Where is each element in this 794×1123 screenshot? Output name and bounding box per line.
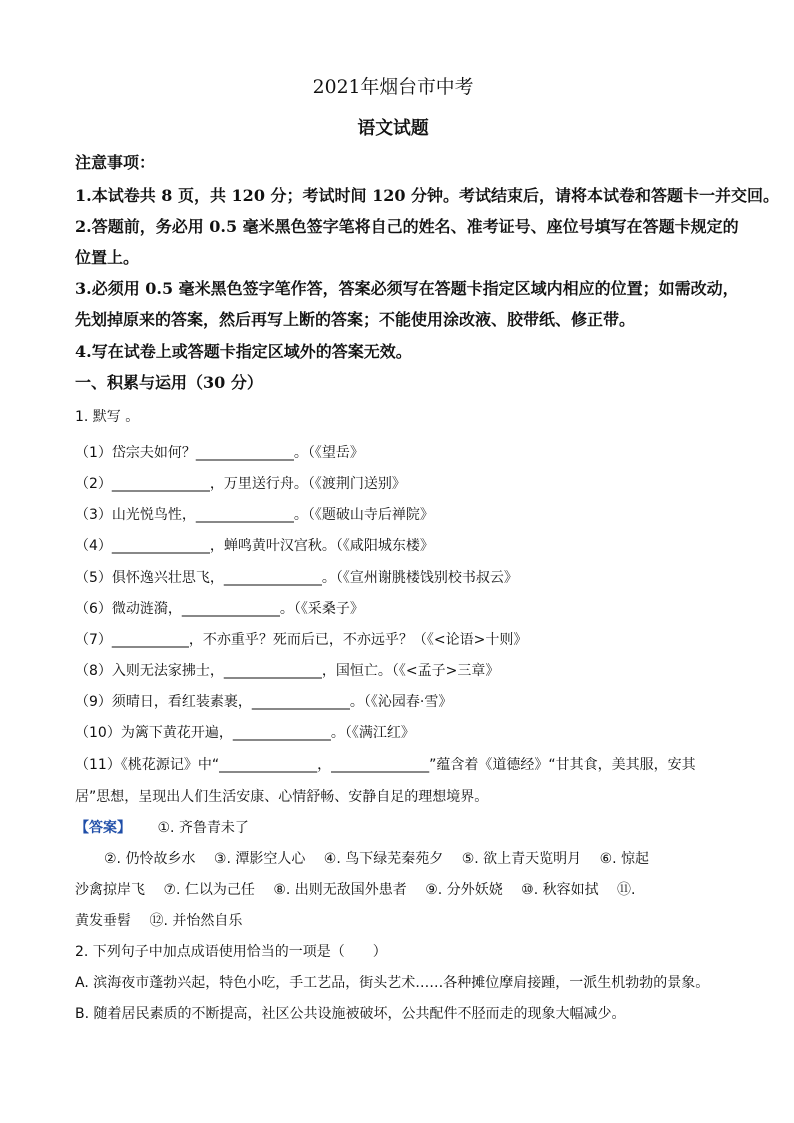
q1-item-10: （10）为篱下黄花开遍，______________。（《满江红》 xyxy=(75,725,415,741)
page-subtitle: 语文试题 xyxy=(357,118,429,139)
q1-item-2: （2）______________，万里送行舟。（《渡荆门送别》 xyxy=(75,476,406,492)
q1-item-1: （1）岱宗夫如何？______________。（《望岳》 xyxy=(75,445,364,461)
q1-item-8: （8）入则无法家拂士，______________，国恒亡。（《<孟子>三章》 xyxy=(75,663,500,679)
notice-line-2: 2.答题前，务必用 0.5 毫米黑色签字笔将自己的姓名、准考证号、座位号填写在答题卡规定的 xyxy=(75,217,739,236)
answer-row-1 xyxy=(75,817,249,837)
q1-item-4: （4）______________，蝉鸣黄叶汉宫秋。（《咸阳城东楼》 xyxy=(75,538,434,554)
q1-item-11-line-2: 居”思想，呈现出人们生活安康、心情舒畅、安静自足的理想境界。 xyxy=(75,789,489,805)
answer-text-1: ①. 齐鲁青未了 xyxy=(157,820,249,836)
question-1-label: 1. 默写 。 xyxy=(75,409,140,425)
notice-line-1: 1.本试卷共 8 页，共 120 分；考试时间 120 分钟。考试结束后，请将本试卷和答题卡一并交回。 xyxy=(75,186,780,205)
page-title: 2021年烟台市中考 xyxy=(312,76,474,98)
answer-row-2: ②. 仍怜故乡水 ③. 潭影空人心 ④. 鸟下绿芜秦苑夕 ⑤. 欲上青天览明月 ⑥. 惊起 xyxy=(104,851,650,867)
notice-line-6: 4.写在试卷上或答题卡指定区域外的答案无效。 xyxy=(75,342,412,361)
q1-item-9: （9）须晴日，看红装素裹，______________。（《沁园春·雪》 xyxy=(75,694,453,710)
section-heading: 一、积累与运用（30 分） xyxy=(75,373,263,392)
q1-item-7: （7）___________，不亦重乎？死而后已，不亦远乎？（《<论语>十则》 xyxy=(75,632,528,648)
notice-line-5: 先划掉原来的答案，然后再写上断的答案；不能使用涂改液、胶带纸、修正带。 xyxy=(75,310,636,329)
q1-item-6: （6）微动涟漪，______________。（《采桑子》 xyxy=(75,601,364,617)
q1-item-5: （5）俱怀逸兴壮思飞，______________。（《宣州谢朓楼饯别校书叔云》 xyxy=(75,570,518,586)
notice-line-4: 3.必须用 0.5 毫米黑色签字笔作答，答案必须写在答题卡指定区域内相应的位置；如需改动， xyxy=(75,279,739,298)
q1-item-11-line-1: （11）《桃花源记》中“______________，______________”蕴含着《道德经》“甘其食，美其服，安其 xyxy=(75,757,696,773)
question-2-option-b: B. 随着居民素质的不断提高，社区公共设施被破坏，公共配件不胫而走的现象大幅减少。 xyxy=(75,1006,626,1022)
answer-row-4: 黄发垂髫 ⑫. 并怡然自乐 xyxy=(75,913,243,929)
question-2-option-a: A. 滨海夜市蓬勃兴起，特色小吃，手工艺品，街头艺术……各种摊位摩肩接踵，一派生机勃勃的景象。 xyxy=(75,975,710,991)
notice-heading: 注意事项： xyxy=(75,153,156,172)
notice-line-3: 位置上。 xyxy=(75,248,140,267)
answer-row-3: 沙禽掠岸飞 ⑦. 仁以为己任 ⑧. 出则无敌国外患者 ⑨. 分外妖娆 ⑩. 秋容如拭 ⑪. xyxy=(75,882,636,898)
q1-item-3: （3）山光悦鸟性，______________。（《题破山寺后禅院》 xyxy=(75,507,434,523)
answer-label: 【答案】 xyxy=(75,820,131,836)
question-2-label: 2. 下列句子中加点成语使用恰当的一项是（ ） xyxy=(75,944,387,960)
